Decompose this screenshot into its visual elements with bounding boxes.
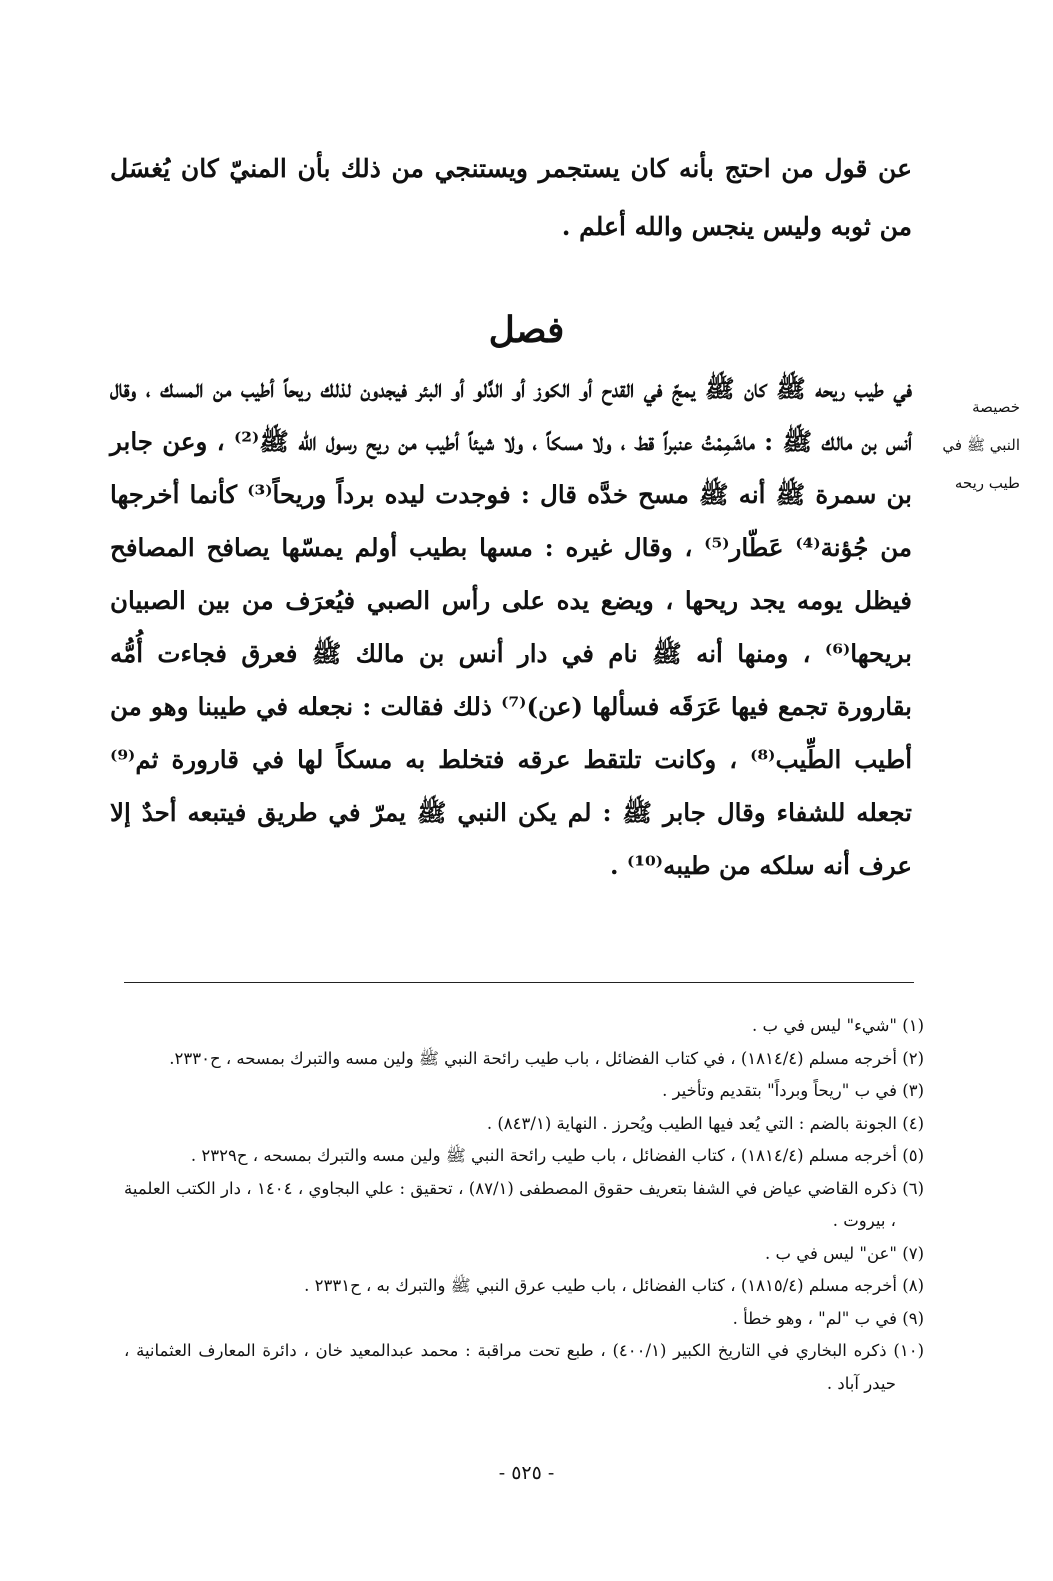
- footnote-divider: [124, 982, 914, 983]
- page-number: - ٥٢٥ -: [498, 1462, 555, 1484]
- margin-note: خصيصة النبي ﷺ في طيب ريحه: [942, 398, 1020, 492]
- opening-paragraph: عن قول من احتج بأنه كان يستجمر ويستنجي من ذلك بأن المنيّ كان يُغسَل من ثوبه وليس ينجس والله أعلم .: [110, 154, 912, 241]
- footnote: (٧) "عن" ليس في ب .: [764, 1243, 924, 1263]
- footnote: (٩) في ب "لم" ، وهو خطأ .: [732, 1308, 924, 1328]
- footnote: (٢) أخرجه مسلم (١٨١٤/٤) ، في كتاب الفضائل ، باب طيب رائحة النبي ﷺ ولين مسه والتبرك بمسحه ، ح٢٣٣٠.: [169, 1048, 924, 1068]
- footnote: (١) "شيء" ليس في ب .: [752, 1016, 924, 1035]
- footnote: (٨) أخرجه مسلم (١٨١٥/٤) ، كتاب الفضائل ، باب طيب عرق النبي ﷺ والتبرك به ، ح٢٣٣١ .: [304, 1276, 924, 1295]
- footnote: (١٠) ذكره البخاري في التاريخ الكبير (٤٠٠/١) ، طبع تحت مراقبة : محمد عبدالمعيد خان ، دائرة المعارف العثمانية ، حيدر آباد .: [124, 1341, 924, 1393]
- footnotes-list: [124, 1010, 924, 1400]
- footnote: (٥) أخرجه مسلم (١٨١٤/٤) ، كتاب الفضائل ، باب طيب رائحة النبي ﷺ ولين مسه والتبرك بمسحه ، ح٢٣٢٩ .: [190, 1146, 924, 1165]
- section-heading: فصل: [488, 309, 565, 351]
- footnote: (٦) ذكره القاضي عياض في الشفا بتعريف حقوق المصطفى (٨٧/١) ، تحقيق : علي البجاوي ، ١٤٠٤ ، دار الكتب العلمية ، بيروت .: [124, 1178, 924, 1230]
- body-paragraph: في طيب ريحه ﷺ كان ﷺ يمجّ في القدح أو الكوز أو الدَّلو أو البئر فيجدون لذلك ريحاً أطيب من المسك ، وقال أنس بن مالك ﷺ : ماشَمِمْتُ عنبراً قط ، ولا مسكاً ، ولا شيئاً أطيب من ريح رسول الله ﷺ⁽²⁾ ، وعن جابر بن سمرة ﷺ أنه ﷺ مسح خدَّه قال : فوجدت ليده برداً وريحاً⁽³⁾ كأنما أخرجها من جُؤنة⁽⁴⁾ عَطّار⁽⁵⁾ ، وقال غيره : مسها بطيب أولم يمسّها يصافح المصافح فيظل يومه يجد ريحها ، ويضع يده على رأس الصبي فيُعرَف من بين الصبيان بريحها⁽⁶⁾ ، ومنها أنه ﷺ نام في دار أنس بن مالك ﷺ فعرق فجاءت أُمُّه بقارورة تجمع فيها عَرَقَه فسألها (عن)⁽⁷⁾ ذلك فقالت : نجعله في طيبنا وهو من أطيب الطِّيب⁽⁸⁾ ، وكانت تلتقط عرقه فتخلط به مسكاً لها في قارورة ثم⁽⁹⁾ تجعله للشفاء وقال جابر ﷺ : لم يكن النبي ﷺ يمرّ في طريق فيتبعه أحدٌ إلا عرف أنه سلكه من طيبه⁽¹⁰⁾ .: [110, 374, 913, 880]
- footnote: (٣) في ب "ريحاً وبرداً" بتقديم وتأخير .: [662, 1081, 924, 1100]
- footnote: (٤) الجونة بالضم : التي يُعد فيها الطيب ويُحرز . النهاية (٨٤٣/١) .: [486, 1113, 924, 1133]
